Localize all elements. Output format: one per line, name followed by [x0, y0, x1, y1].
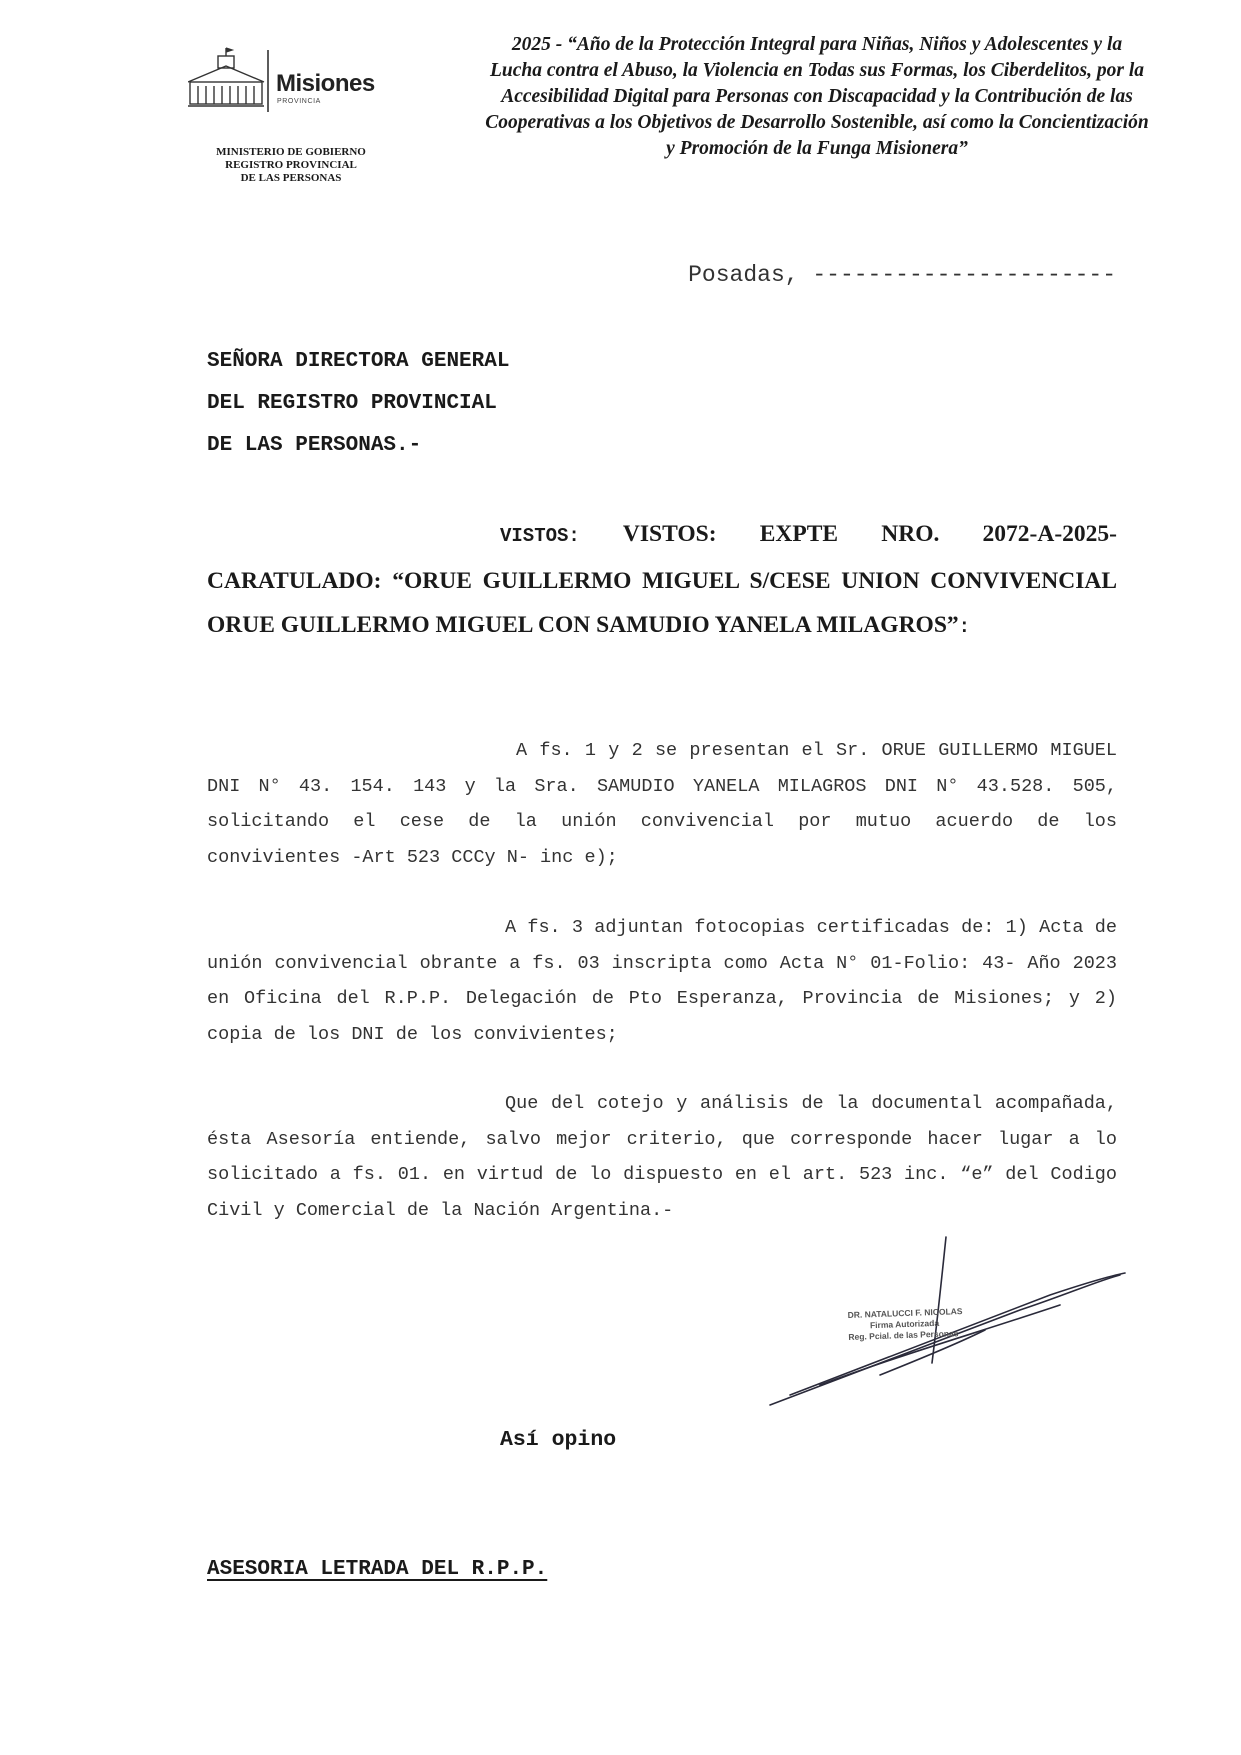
motto-line: y Promoción de la Funga Misionera” — [666, 138, 968, 159]
addressee-line: DEL REGISTRO PROVINCIAL — [207, 392, 497, 415]
logo-wordmark: Misiones — [276, 70, 375, 97]
logo-subtext: PROVINCIA — [277, 98, 321, 105]
vistos-label: VISTOS: — [500, 525, 580, 547]
motto-line: Cooperativas a los Objetivos de Desarrollo Sostenible, así como la Concientización — [485, 112, 1149, 133]
case-caption: VISTOS: EXPTE NRO. 2072-A-2025-CARATULADO: “ORUE GUILLERMO MIGUEL S/CESE UNION CONVIVENCIAL ORUE GUILLERMO MIGUEL CON SAMUDIO YANELA MILAGROS” — [207, 521, 1117, 638]
vistos-colon: : — [958, 616, 971, 638]
year-motto — [452, 32, 1182, 162]
addressee-line: DE LAS PERSONAS.- — [207, 434, 422, 457]
stamp-line: Firma Autorizada — [869, 1317, 940, 1331]
vistos-heading — [207, 512, 1117, 650]
motto-line: Lucha contra el Abuso, la Violencia en Todas sus Formas, los Ciberdelitos, por la — [489, 60, 1145, 81]
date-line: Posadas, ---------------------- — [688, 262, 1116, 288]
body-paragraph: A fs. 1 y 2 se presentan el Sr. ORUE GUILLERMO MIGUEL DNI N° 43. 154. 143 y la Sra. SAMUDIO YANELA MILAGROS DNI N° 43.528. 505, solicitando el cese de la unión convivencial por mutuo acuerdo de los convivientes -Art 523 CCCy N- inc e); — [207, 740, 1117, 868]
closing-phrase: Así opino — [500, 1428, 617, 1452]
stamp-line: Reg. Pcial. de las Personas — [848, 1328, 959, 1342]
stamp-line: DR. NATALUCCI F. NICOLAS — [847, 1306, 963, 1321]
ministry-line: REGISTRO PROVINCIAL — [225, 159, 357, 171]
motto-line: 2025 - “Año de la Protección Integral para Niñas, Niños y Adolescentes y la — [511, 34, 1123, 55]
signature-stamp — [847, 1306, 963, 1343]
body-paragraph: A fs. 3 adjuntan fotocopias certificadas de: 1) Acta de unión convivencial obrante a fs. 03 inscripta como Acta N° 01-Folio: 43- Año 2023 en Oficina del R.P.P. Delegación de Pto Esperanza, Provincia de Misiones; y 2) copia de los DNI de los convivientes; — [207, 917, 1117, 1045]
body-paragraph: Que del cotejo y análisis de la documental acompañada, ésta Asesoría entiende, salvo mejor criterio, que corresponde hacer lugar a lo solicitado a fs. 01. en virtud de lo dispuesto en el art. 523 inc. “e” del Codigo Civil y Comercial de la Nación Argentina.- — [207, 1093, 1117, 1221]
motto-line: Accesibilidad Digital para Personas con Discapacidad y la Contribución de las — [501, 86, 1133, 107]
addressee-line: SEÑORA DIRECTORA GENERAL — [207, 350, 510, 373]
office-name: ASESORIA LETRADA DEL R.P.P. — [207, 1558, 548, 1581]
ministry-line: MINISTERIO DE GOBIERNO — [216, 146, 366, 158]
ministry-heading — [196, 146, 386, 185]
ministry-line: DE LAS PERSONAS — [240, 172, 342, 184]
